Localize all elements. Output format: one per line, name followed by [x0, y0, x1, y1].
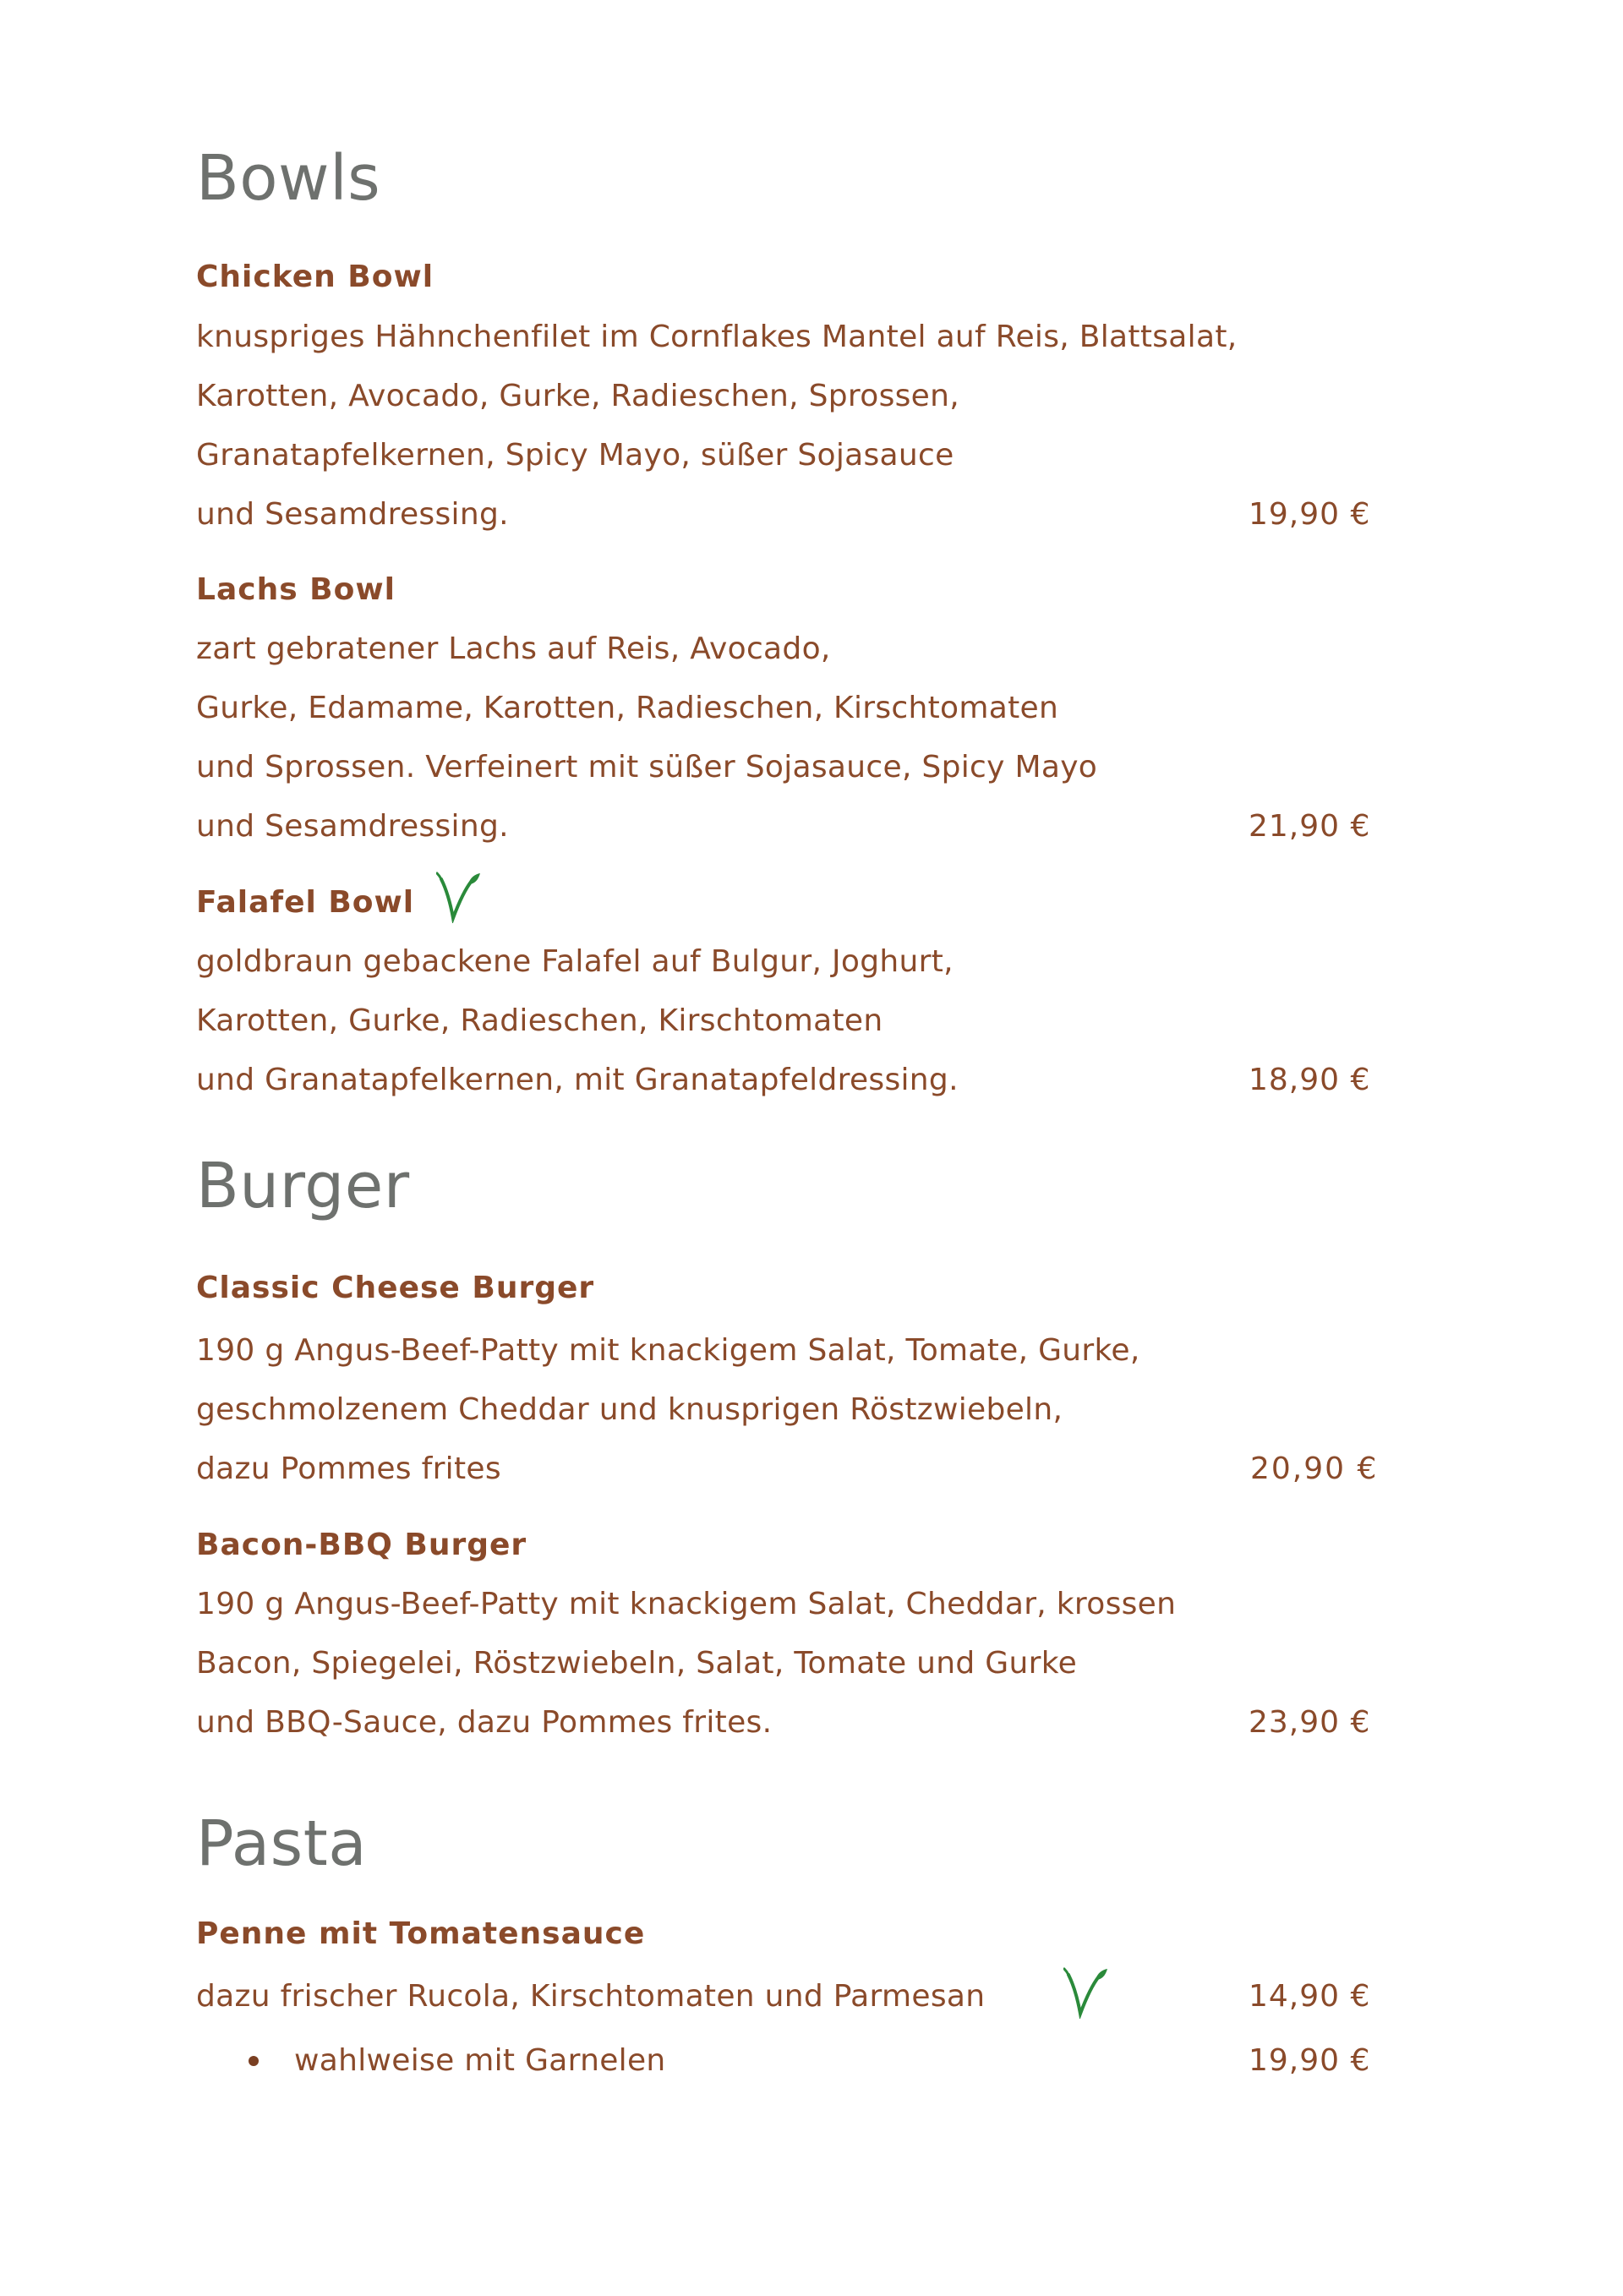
vegan-leaf-icon: [436, 871, 484, 923]
item-description-line: 190 g Angus-Beef-Patty mit knackigem Salat, Tomate, Gurke,: [196, 1333, 1140, 1368]
item-name-falafel-bowl: Falafel Bowl: [196, 885, 415, 920]
item-name-lachs-bowl: Lachs Bowl: [196, 572, 396, 607]
bullet-icon: [249, 2056, 259, 2066]
item-price-falafel-bowl: 18,90 €: [1249, 1063, 1371, 1097]
option-label-garnelen: wahlweise mit Garnelen: [294, 2043, 666, 2078]
item-name-chicken-bowl: Chicken Bowl: [196, 260, 434, 294]
item-price-bacon-bbq-burger: 23,90 €: [1249, 1705, 1371, 1740]
item-description-line: geschmolzenem Cheddar und knusprigen Röstzwiebeln,: [196, 1392, 1063, 1427]
item-name-bacon-bbq-burger: Bacon-BBQ Burger: [196, 1528, 527, 1562]
item-description-line: knuspriges Hähnchenfilet im Cornflakes Mantel auf Reis, Blattsalat,: [196, 320, 1238, 354]
item-name-classic-cheese-burger: Classic Cheese Burger: [196, 1271, 595, 1305]
item-price-lachs-bowl: 21,90 €: [1249, 809, 1371, 844]
item-description-line: und Sesamdressing.: [196, 497, 509, 532]
item-description-line: dazu frischer Rucola, Kirschtomaten und Parmesan: [196, 1979, 986, 2014]
item-description-line: Karotten, Gurke, Radieschen, Kirschtomaten: [196, 1003, 883, 1038]
section-title-pasta: Pasta: [196, 1807, 368, 1880]
item-description-line: 190 g Angus-Beef-Patty mit knackigem Salat, Cheddar, krossen: [196, 1587, 1177, 1621]
menu-page: [196, 0, 1413, 2296]
section-title-burger: Burger: [196, 1150, 410, 1222]
item-price-classic-cheese-burger: 20,90 €: [1250, 1451, 1379, 1486]
item-description-line: goldbraun gebackene Falafel auf Bulgur, Joghurt,: [196, 944, 954, 979]
section-title-bowls: Bowls: [196, 142, 381, 215]
item-price-penne-tomatensauce: 14,90 €: [1249, 1979, 1371, 2014]
item-description-line: und Granatapfelkernen, mit Granatapfeldressing.: [196, 1063, 959, 1097]
item-description-line: Gurke, Edamame, Karotten, Radieschen, Kirschtomaten: [196, 691, 1059, 725]
item-description-line: zart gebratener Lachs auf Reis, Avocado,: [196, 631, 831, 666]
item-description-line: und Sprossen. Verfeinert mit süßer Sojasauce, Spicy Mayo: [196, 750, 1098, 784]
item-name-penne-tomatensauce: Penne mit Tomatensauce: [196, 1916, 646, 1951]
item-description-line: dazu Pommes frites: [196, 1451, 501, 1486]
item-description-line: Granatapfelkernen, Spicy Mayo, süßer Sojasauce: [196, 438, 954, 473]
option-price-garnelen: 19,90 €: [1249, 2043, 1371, 2078]
item-price-chicken-bowl: 19,90 €: [1249, 497, 1371, 532]
item-description-line: und BBQ-Sauce, dazu Pommes frites.: [196, 1705, 773, 1740]
item-description-line: Karotten, Avocado, Gurke, Radieschen, Sprossen,: [196, 379, 959, 413]
item-description-line: Bacon, Spiegelei, Röstzwiebeln, Salat, Tomate und Gurke: [196, 1646, 1078, 1681]
vegan-leaf-icon: [1063, 1966, 1111, 2019]
item-description-line: und Sesamdressing.: [196, 809, 509, 844]
